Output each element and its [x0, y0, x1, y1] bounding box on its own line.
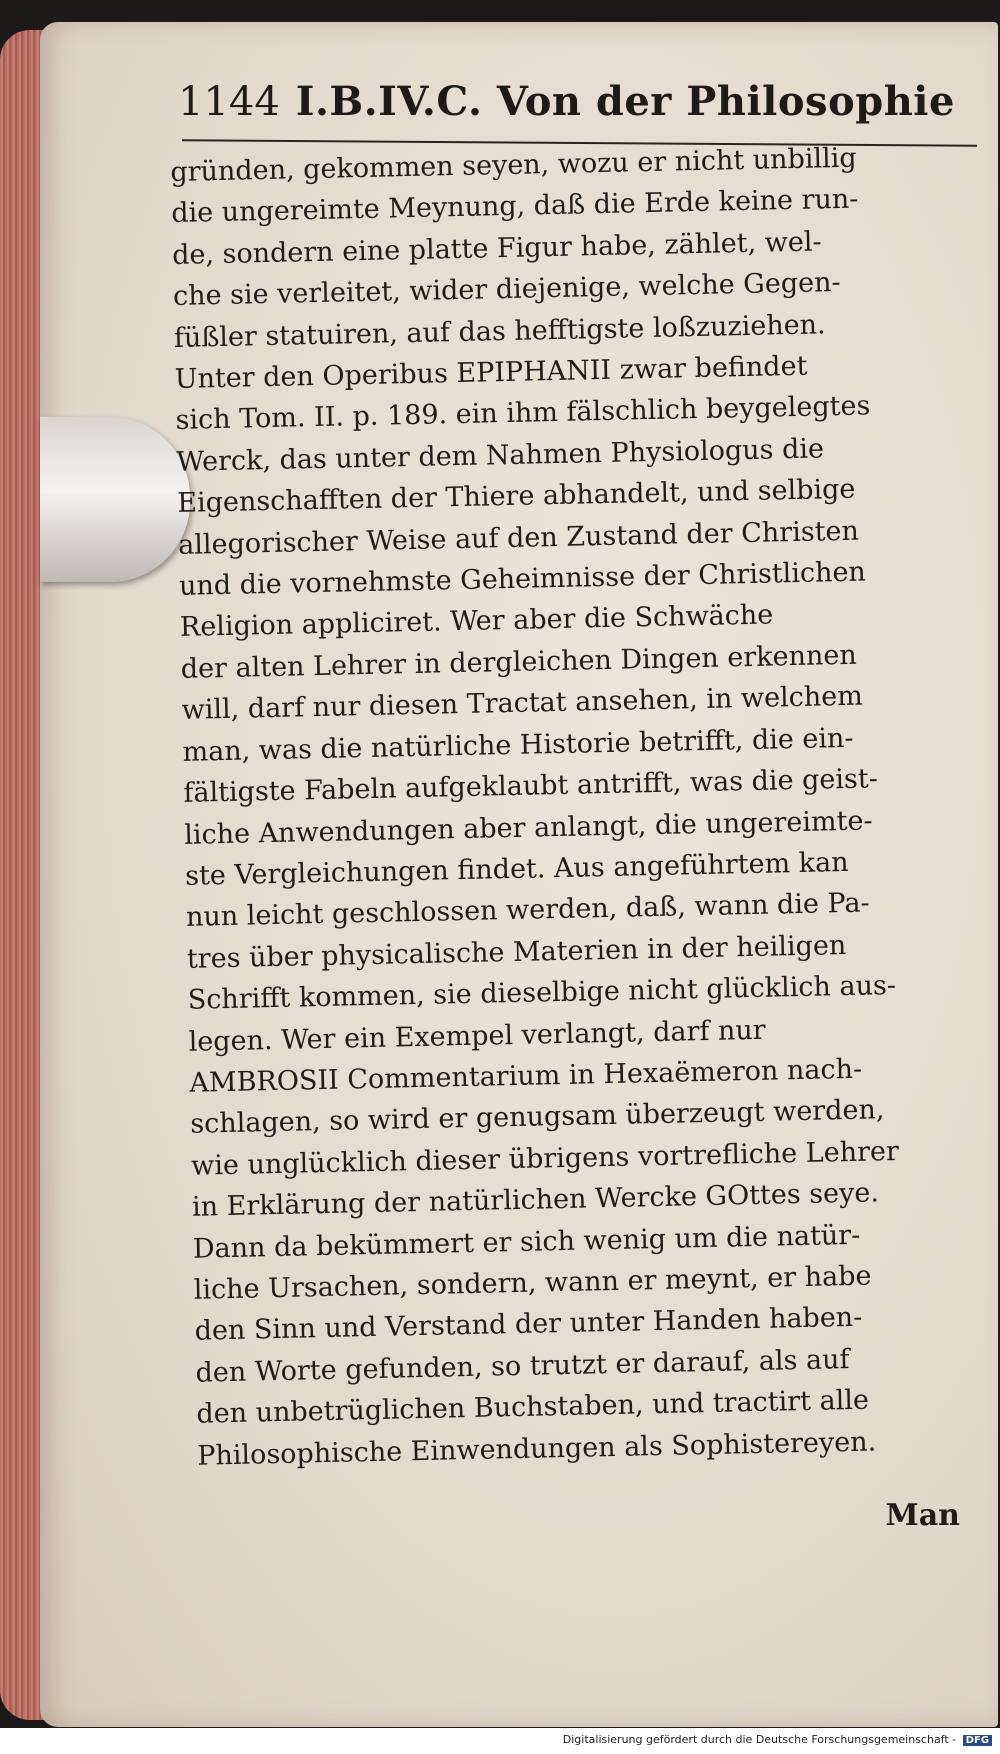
- text-line: den Sinn und Verstand der unter Handen haben-: [194, 1302, 863, 1348]
- funding-credit: [563, 1733, 992, 1746]
- text-line: Schrifft kommen, sie dieselbige nicht glücklich aus-: [187, 970, 897, 1016]
- text-line: den unbetrüglichen Buchstaben, und tractirt alle: [196, 1384, 870, 1430]
- text-line: und die vornehmste Geheimnisse der Christlichen: [178, 556, 867, 602]
- footer-bar: [0, 1728, 1000, 1754]
- body-text: [170, 135, 1000, 1477]
- text-line: Dann da bekümmert er sich wenig um die natür-: [192, 1219, 861, 1265]
- text-line: Werck, das unter dem Nahmen Physiologus die: [176, 433, 825, 478]
- text-line: tres über physicalische Materien in der heiligen: [186, 929, 847, 975]
- text-line: che sie verleitet, wider diejenige, welche Gegen-: [172, 267, 841, 313]
- text-line: die ungereimte Meynung, daß die Erde keine run-: [170, 184, 859, 230]
- text-line: in Erklärung der natürlichen Wercke GOttes seye.: [191, 1177, 880, 1223]
- text-line: de, sondern eine platte Figur habe, zählet, wel-: [171, 226, 822, 271]
- text-line: den Worte gefunden, so trutzt er darauf, als auf: [195, 1343, 850, 1389]
- text-line: der alten Lehrer in dergleichen Dingen erkennen: [180, 639, 858, 685]
- text-line: liche Ursachen, sondern, wann er meynt, er habe: [193, 1260, 872, 1306]
- text-line: legen. Wer ein Exempel verlangt, darf nur: [188, 1014, 766, 1058]
- text-line: sich Tom. II. p. 189. ein ihm fälschlich beygelegtes: [175, 390, 871, 437]
- text-line: ste Vergleichungen findet. Aus angeführtem kan: [184, 846, 849, 892]
- page-header: [178, 78, 978, 125]
- text-line: AMBROSII Commentarium in Hexaëmeron nach-: [189, 1053, 863, 1099]
- page-clip: [40, 417, 190, 582]
- page-number: 1144: [178, 79, 280, 125]
- text-line: liche Anwendungen aber anlangt, die ungereimte-: [183, 804, 873, 851]
- catchword: Man: [885, 1498, 960, 1533]
- text-line: fältigste Fabeln aufgeklaubt antrifft, was die geist-: [183, 763, 879, 809]
- text-line: Unter den Operibus EPIPHANII zwar befindet: [174, 350, 808, 395]
- funding-credit-text: Digitalisierung gefördert durch die Deutsche Forschungsgemeinschaft -: [562, 1733, 957, 1746]
- text-line: Religion appliciret. Wer aber die Schwäche: [179, 599, 774, 644]
- text-line: füßler statuiren, auf das hefftigste loßzuziehen.: [173, 308, 826, 354]
- running-head: I.B.IV.C. Von der Philosophie: [295, 78, 955, 125]
- text-line: nun leicht geschlossen werden, daß, wann die Pa-: [185, 887, 870, 934]
- text-line: allegorischer Weise auf den Zustand der Christen: [177, 515, 860, 561]
- text-line: Eigenschafften der Thiere abhandelt, und selbige: [177, 473, 856, 520]
- text-line: gründen, gekommen seyen, wozu er nicht unbillig: [170, 142, 857, 188]
- text-line: Philosophische Einwendungen als Sophistereyen.: [196, 1426, 877, 1472]
- text-line: man, was die natürliche Historie betrifft, die ein-: [182, 722, 854, 768]
- dfg-logo: DFG: [963, 1735, 992, 1746]
- text-line: wie unglücklich dieser übrigens vortrefliche Lehrer: [190, 1135, 900, 1182]
- text-line: schlagen, so wird er genugsam überzeugt werden,: [190, 1094, 885, 1141]
- text-line: will, darf nur diesen Tractat ansehen, in welchem: [181, 680, 864, 727]
